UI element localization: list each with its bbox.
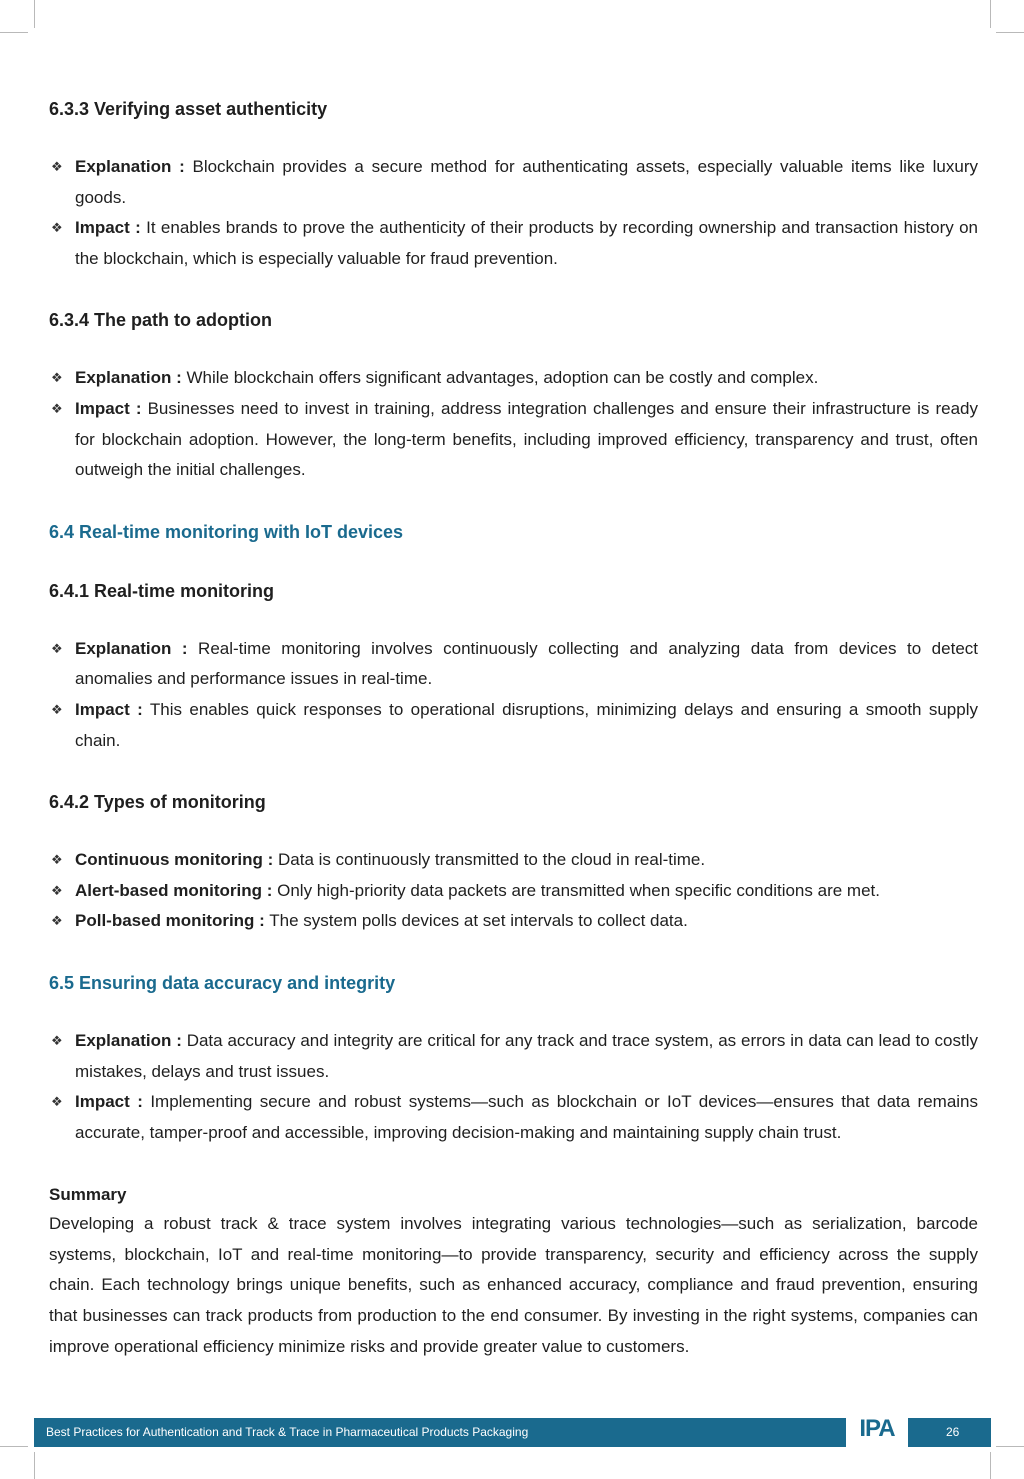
- item-label: Explanation :: [75, 368, 182, 388]
- item-label: Alert-based monitoring :: [75, 880, 273, 900]
- bullet-diamond-icon: ❖: [51, 1032, 63, 1048]
- bullet-diamond-icon: ❖: [51, 882, 63, 898]
- bullet-diamond-icon: ❖: [51, 1094, 63, 1110]
- section-6-4-1-heading: 6.4.1 Real-time monitoring: [49, 580, 275, 601]
- item-label: Explanation :: [75, 157, 185, 176]
- crop-mark: [0, 32, 28, 33]
- list-item: [49, 845, 978, 876]
- crop-mark: [0, 1446, 28, 1447]
- crop-mark: [34, 0, 35, 28]
- list-item: [49, 695, 978, 756]
- section-6-4-heading: 6.4 Real-time monitoring with IoT devices: [49, 521, 404, 542]
- list-item: [49, 152, 978, 213]
- bullet-diamond-icon: ❖: [51, 640, 63, 656]
- item-label: Explanation :: [75, 638, 188, 658]
- item-label: Poll-based monitoring :: [75, 911, 265, 931]
- ipa-logo: [846, 1414, 908, 1447]
- item-label: Continuous monitoring :: [75, 850, 274, 870]
- bullet-diamond-icon: ❖: [51, 159, 63, 174]
- section-6-5-list: [49, 1026, 978, 1148]
- section-6-5-heading: 6.5 Ensuring data accuracy and integrity: [49, 972, 396, 993]
- section-6-4-2-heading: 6.4.2 Types of monitoring: [49, 792, 266, 813]
- crop-mark: [34, 1452, 35, 1479]
- logo-text: IPA: [859, 1415, 895, 1442]
- item-text: This enables quick responses to operational disruptions, minimizing delays and ensuring a smooth supply chain.: [75, 699, 978, 750]
- crop-mark: [990, 0, 991, 28]
- list-item: [49, 876, 978, 907]
- section-6-3-4-heading: 6.3.4 The path to adoption: [49, 310, 273, 331]
- list-item: [49, 1087, 978, 1148]
- item-text: It enables brands to prove the authenticity of their products by recording ownership and transaction history on the blockchain, which is especially valuable for fraud prevention.: [75, 218, 978, 268]
- bullet-diamond-icon: ❖: [51, 852, 63, 868]
- summary-paragraph: Developing a robust track & trace system involves integrating various technologies—such as serialization, barcode systems, blockchain, IoT and real-time monitoring—to provide transparency, security and efficiency across the supply chain. Each technology brings unique benefits, such as enhanced accuracy, compliance and fraud prevention, ensuring that businesses can track products from production to the end consumer. By investing in the right systems, companies can improve operational efficiency minimize risks and provide greater value to customers.: [49, 1214, 978, 1356]
- list-item: [49, 363, 978, 394]
- bullet-diamond-icon: ❖: [51, 370, 63, 386]
- bullet-diamond-icon: ❖: [51, 913, 63, 929]
- list-item: [49, 1026, 978, 1087]
- section-6-4-1-list: [49, 634, 978, 756]
- crop-mark: [996, 32, 1024, 33]
- item-label: Impact :: [75, 398, 142, 418]
- section-6-3-3-heading: 6.3.3 Verifying asset authenticity: [49, 99, 328, 119]
- crop-mark: [990, 1452, 991, 1479]
- item-text: Data is continuously transmitted to the cloud in real-time.: [273, 850, 706, 870]
- bullet-diamond-icon: ❖: [51, 701, 63, 717]
- item-text: Businesses need to invest in training, address integration challenges and ensure their infrastructure is ready for blockchain adoption. However, the long-term benefits, including improved efficiency, transparency and trust, often outweigh the initial challenges.: [75, 398, 978, 480]
- item-label: Explanation :: [75, 1030, 182, 1050]
- summary-heading: Summary: [49, 1185, 127, 1205]
- item-text: Implementing secure and robust systems—such as blockchain or IoT devices—ensures that data remains accurate, tamper-proof and accessible, improving decision-making and maintaining supply chain trust.: [75, 1092, 979, 1142]
- page-number: 26: [946, 1425, 960, 1439]
- crop-mark: [996, 1446, 1024, 1447]
- item-label: Impact :: [75, 1092, 143, 1112]
- item-text: Blockchain provides a secure method for authenticating assets, especially valuable items like luxury goods.: [75, 157, 978, 207]
- item-text: While blockchain offers significant advantages, adoption can be costly and complex.: [181, 368, 819, 388]
- item-text: Data accuracy and integrity are critical for any track and trace system, as errors in data can lead to costly mistakes, delays and trust issues.: [75, 1030, 978, 1081]
- section-6-3-3-list: [49, 152, 978, 274]
- item-text: Only high-priority data packets are transmitted when specific conditions are met.: [272, 880, 880, 900]
- item-label: Impact :: [75, 218, 141, 238]
- list-item: [49, 634, 978, 695]
- item-text: The system polls devices at set intervals to collect data.: [264, 911, 688, 931]
- footer-document-title: Best Practices for Authentication and Track & Trace in Pharmaceutical Products Packaging: [46, 1425, 529, 1439]
- bullet-diamond-icon: ❖: [51, 400, 63, 416]
- page-content: [49, 96, 978, 1362]
- list-item: [49, 213, 978, 274]
- page-footer: [34, 1415, 991, 1447]
- item-label: Impact :: [75, 699, 143, 719]
- section-6-4-2-list: [49, 845, 978, 937]
- list-item: [49, 906, 978, 937]
- item-text: Real-time monitoring involves continuously collecting and analyzing data from devices to detect anomalies and performance issues in real-time.: [75, 638, 978, 689]
- list-item: [49, 394, 978, 486]
- bullet-diamond-icon: ❖: [51, 220, 63, 236]
- section-6-3-4-list: [49, 363, 978, 485]
